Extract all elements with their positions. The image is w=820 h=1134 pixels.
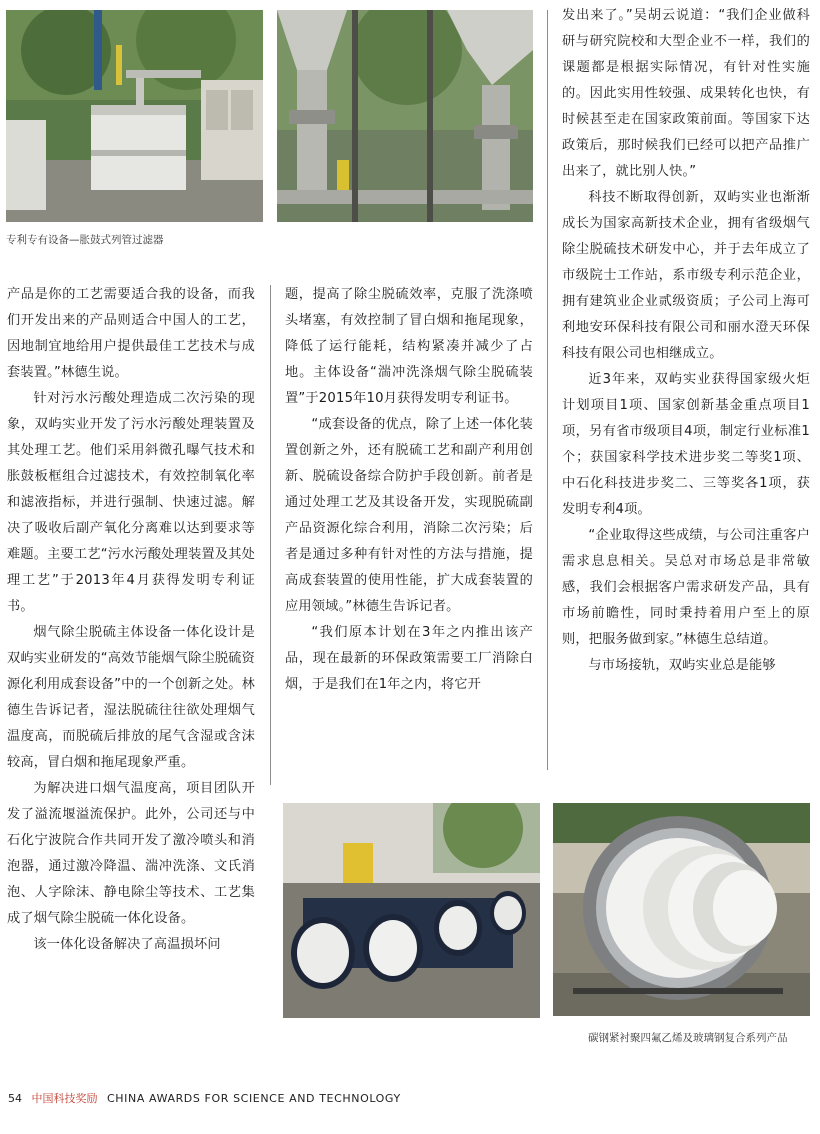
paragraph: 发出来了。”吴胡云说道：“我们企业做科研与研究院校和大型企业不一样，我们的课题都是根据实际情况，有针对性实施的。因此实用性较强、成果转化也快，有时候甚至走在国家政策前面。等国家下达政策后，那时候我们已经可以把产品推广出来了，就比别人快。” (562, 8, 810, 179)
paragraph: 与市场接轨，双屿实业总是能够 (588, 658, 776, 673)
paragraph: “企业取得这些成绩，与公司注重客户需求息息相关。吴总对市场总是非常敏感，我们会根据客户需求研发产品，具有市场前瞻性，同时秉持着用户至上的原则，把服务做到家。”林德生总结道。 (562, 528, 810, 647)
paragraph: 针对污水污酸处理造成二次污染的现象，双屿实业开发了污水污酸处理装置及其处理工艺。他们采用斜微孔曝气技术和胀鼓板框组合过滤技术，有效控制氧化率和滤液指标，并进行强制、快速过滤。解决了吸收后副产氧化分离难以达到要求等难题。主要工艺“污水污酸处理装置及其处理工艺”于2013年4月获得发明专利证书。 (7, 391, 256, 614)
magazine-title-en: CHINA AWARDS FOR SCIENCE AND TECHNOLOGY (107, 1092, 401, 1105)
column-divider (547, 10, 548, 770)
column-right-top (562, 3, 810, 679)
caption-products: 碳钢紧衬聚四氟乙烯及玻璃钢复合系列产品 (588, 1032, 788, 1044)
paragraph: 产品是你的工艺需要适合我的设备，而我们开发出来的产品则适合中国人的工艺，因地制宜地给用户提供最佳工艺技术与成套装置。”林德生说。 (7, 287, 255, 380)
paragraph: 烟气除尘脱硫主体设备一体化设计是双屿实业研发的“高效节能烟气除尘脱硫资源化利用成套设备”中的一个创新之处。林德生告诉记者，湿法脱硫往往欲处理烟气温度高，而脱硫后排放的尾气含湿或含沫较高，冒白烟和拖尾现象严重。 (7, 625, 256, 770)
page-number: 54 (8, 1092, 22, 1105)
paragraph: 科技不断取得创新，双屿实业也渐渐成长为国家高新技术企业，拥有省级烟气除尘脱硫技术研发中心，并于去年成立了市级院士工作站，系市级专利示范企业，拥有建筑业企业贰级资质；子公司上海可利地安环保科技有限公司和丽水澄天环保科技有限公司也相继成立。 (562, 190, 810, 361)
page-footer (8, 1090, 401, 1106)
caption-filter: 专利专有设备—胀鼓式列管过滤器 (6, 234, 164, 246)
column-middle (285, 282, 533, 698)
column-left (7, 282, 255, 958)
column-divider (270, 285, 271, 785)
paragraph: 题，提高了除尘脱硫效率，克服了洗涤喷头堵塞，有效控制了冒白烟和拖尾现象，降低了运行能耗，结构紧凑并减少了占地。主体设备“湍冲洗涤烟气除尘脱硫装置”于2015年10月获得发明专利证书。 (285, 287, 533, 406)
paragraph: 该一体化设备解决了高温损坏问 (33, 937, 221, 952)
paragraph: 为解决进口烟气温度高，项目团队开发了溢流堰溢流保护。此外，公司还与中石化宁波院合作共同开发了激冷喷头和消泡器，通过激冷降温、湍冲洗涤、文氏消泡、人字除沫、静电除尘等技术、工艺集成了烟气除尘脱硫一体化设备。 (7, 781, 255, 926)
paragraph: 近3年来，双屿实业获得国家级火炬计划项目1项、国家创新基金重点项目1项，另有省市级项目4项，制定行业标准1个；获国家科学技术进步奖二等奖1项、中石化科技进步奖二、三等奖各1项，获发明专利4项。 (562, 372, 810, 517)
photo-filter-equipment (6, 10, 263, 222)
paragraph: “我们原本计划在3年之内推出该产品，现在最新的环保政策需要工厂消除白烟，于是我们在1年之内，将它开 (285, 625, 533, 692)
photo-expansion-joint (553, 803, 810, 1016)
paragraph: “成套设备的优点，除了上述一体化装置创新之外，还有脱硫工艺和副产利用创新、脱硫设备综合防护手段创新。前者是通过处理工艺及其设备开发，实现脱硫副产品资源化综合利用，消除二次污染；后者是通过多种有针对性的方法与措施，提高成套装置的使用性能，扩大成套装置的应用领域。”林德生告诉记者。 (285, 417, 533, 614)
magazine-title-cn: 中国科技奖励 (31, 1092, 98, 1105)
photo-pipe-installation (277, 10, 533, 222)
photo-lined-pipes (283, 803, 540, 1018)
